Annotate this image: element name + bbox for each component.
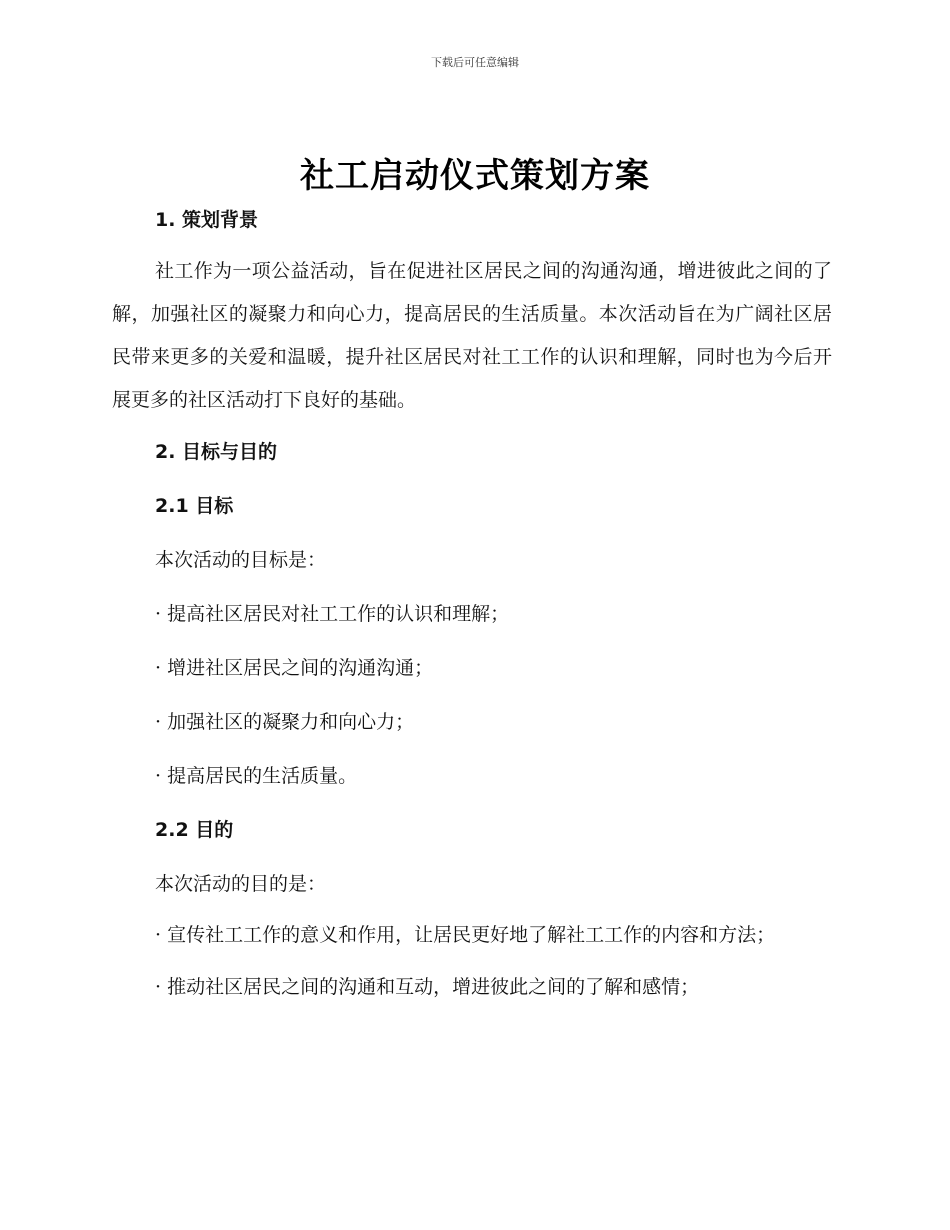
list-item: · 增进社区居民之间的沟通沟通； xyxy=(155,657,434,679)
list-item: · 加强社区的凝聚力和向心力； xyxy=(155,711,415,733)
list-item: · 推动社区居民之间的沟通和互动，增进彼此之间的了解和感情； xyxy=(155,976,700,998)
list-item: · 提高社区居民对社工工作的认识和理解； xyxy=(155,603,510,625)
document-title: 社工启动仪式策划方案 xyxy=(300,156,650,196)
purposes-intro: 本次活动的目的是： xyxy=(155,873,327,895)
subsection-heading-purposes: 2.2 目的 xyxy=(155,819,234,841)
targets-intro: 本次活动的目标是： xyxy=(155,549,327,571)
section-heading-background: 1. 策划背景 xyxy=(155,209,259,231)
header-note: 下载后可任意编辑 xyxy=(431,56,519,69)
list-item: · 宣传社工工作的意义和作用，让居民更好地了解社工工作的内容和方法； xyxy=(155,924,776,946)
document-body xyxy=(112,202,832,1005)
list-item: · 提高居民的生活质量。 xyxy=(155,765,358,787)
background-paragraph: 社工作为一项公益活动，旨在促进社区居民之间的沟通沟通，增进彼此之间的了解，加强社区的凝聚力和向心力，提高居民的生活质量。本次活动旨在为广阔社区居民带来更多的关爱和温暖，提升社区居民对社工工作的认识和理解，同时也为今后开展更多的社区活动打下良好的基础。 xyxy=(112,260,832,411)
section-heading-goals: 2. 目标与目的 xyxy=(155,441,278,463)
subsection-heading-targets: 2.1 目标 xyxy=(155,495,234,517)
